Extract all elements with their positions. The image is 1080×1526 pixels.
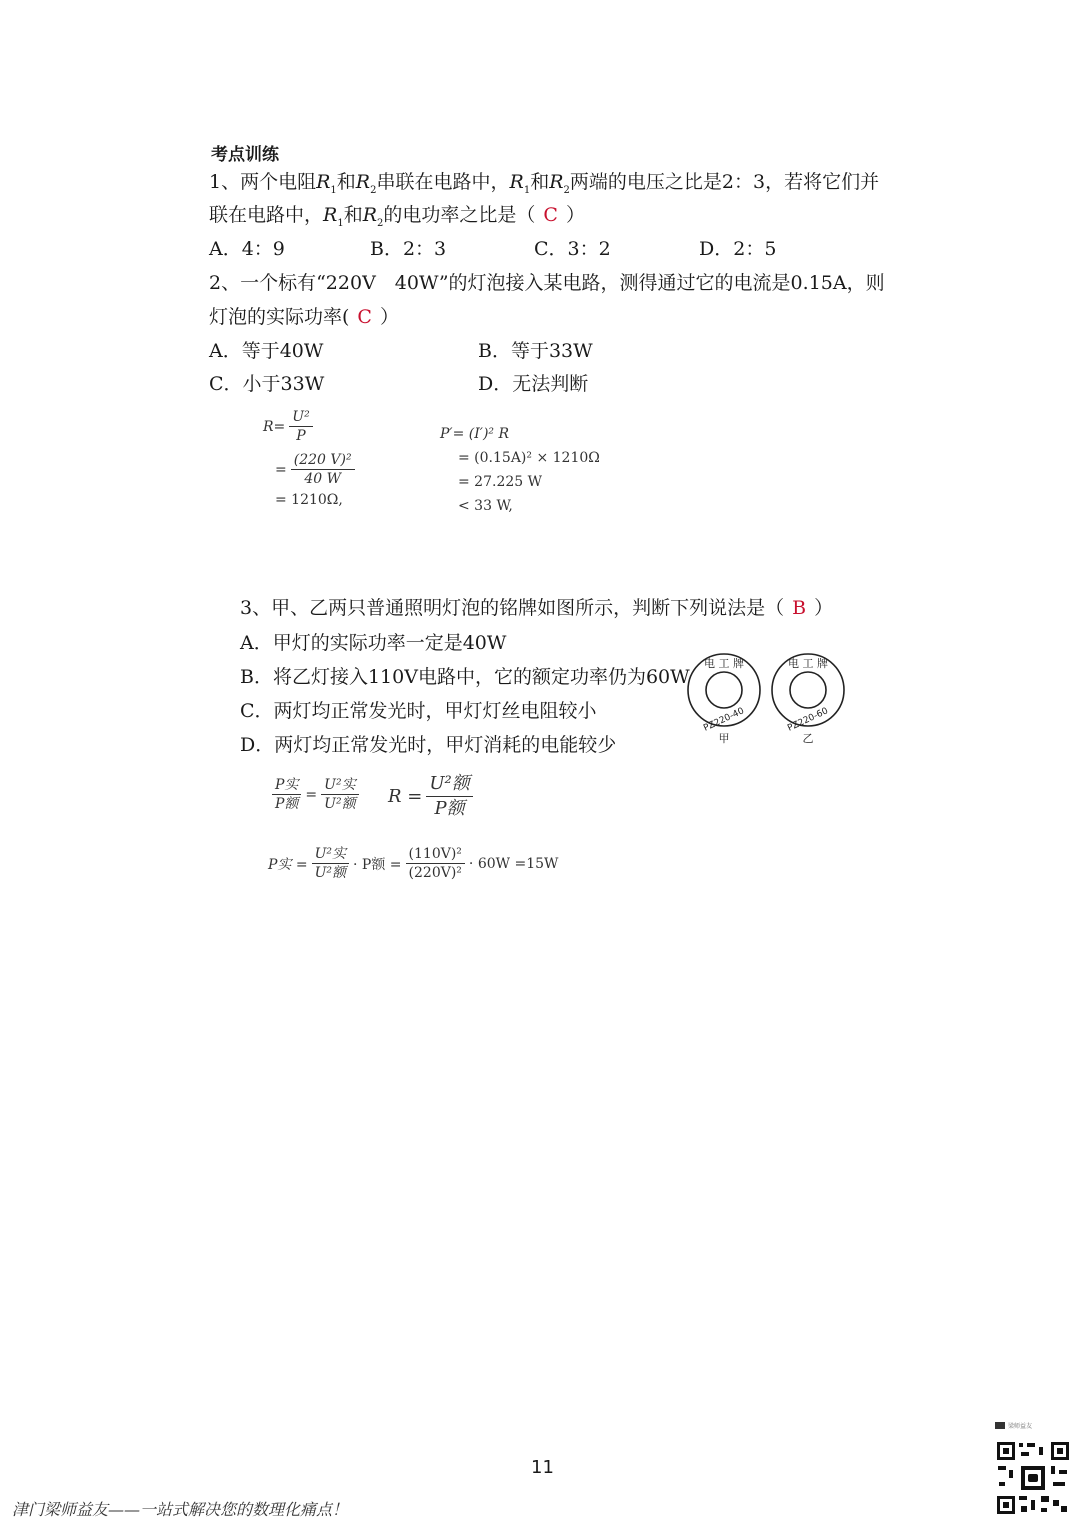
nameplate-yi-brand: 电 工 牌 [788, 657, 828, 670]
qr-code-block [995, 1418, 1071, 1520]
nameplate-yi-name: 乙 [802, 732, 814, 745]
qr-label: 梁师益友 [1008, 1422, 1033, 1430]
q3-line1: 3、甲、乙两只普通照明灯泡的铭牌如图所示，判断下列说法是（ B ） [240, 597, 834, 619]
q2-option-d: D．无法判断 [478, 373, 589, 395]
q2-solution-left: R= $\frac{\text{U²}}{P}$ = $\frac{\text{(220 V)²}}{40 W}$ = 1210Ω, [263, 408, 359, 508]
q1-line1: 1、两个电阻$R_1$和$R_2$串联在电路中，$R_1$和$R_2$两端的电压之比是2：3，若将它们并 [209, 171, 880, 196]
nameplate-jia-brand: 电 工 牌 [704, 657, 744, 670]
q1-option-d: D．2：5 [699, 238, 777, 260]
q2-option-c: C．小于33W [209, 373, 325, 395]
q2-line2: 灯泡的实际功率( C ） [209, 306, 399, 328]
q1-option-b: B．2：3 [370, 238, 447, 260]
q1-option-c: C．3：2 [534, 238, 611, 260]
q3-option-c: C．两灯均正常发光时，甲灯灯丝电阻较小 [240, 700, 597, 722]
fraction: $\frac{\text{U²}}{P}$ [289, 408, 312, 445]
fraction: $\frac{\text{(110V)²}}{\text{(220V)²}}$ [406, 845, 465, 882]
q2-line1: 2、一个标有“220V 40W”的灯泡接入某电路，测得通过它的电流是0.15A，则 [209, 272, 885, 294]
q2-answer: C [357, 306, 372, 328]
nameplate-jia-name: 甲 [718, 732, 730, 745]
nameplate-yi-model: PZ220-60 [786, 706, 830, 734]
q3-formula-actual-power: P实 = $\frac{\text{U²实}}{\text{U²额}}$ · P额 = $\frac{\text{(110V)²}}{\text{(220V)²}}$ · 60W =15W [268, 846, 559, 881]
q3-option-d: D．两灯均正常发光时，甲灯消耗的电能较少 [240, 734, 617, 756]
q1-option-a: A．4：9 [209, 238, 285, 260]
q3-formula-resistance: R = $\frac{\text{U²额}}{\text{P额}}$ [388, 772, 477, 821]
nameplate-yi [768, 650, 848, 746]
q2-option-b: B．等于33W [478, 340, 593, 362]
qr-code-icon [995, 1440, 1071, 1516]
fraction: $\frac{\text{(220 V)²}}{40 W}$ [291, 451, 355, 488]
q3-option-a: A．甲灯的实际功率一定是40W [240, 632, 507, 654]
q3-formula-ratio: $\frac{\text{P实}}{\text{P额}}$ = $\frac{\text{U²实}}{\text{U²额}}$ [268, 776, 363, 813]
fraction: $\frac{\text{U²实}}{\text{U²额}}$ [312, 845, 349, 882]
nameplate-jia-model: PZ220-40 [702, 706, 746, 734]
footer-slogan: 津门梁师益友——一站式解决您的数理化痛点！ [12, 1500, 349, 1519]
fraction: $\frac{\text{U²实}}{\text{U²额}}$ [321, 776, 358, 813]
logo-icon [995, 1422, 1005, 1429]
q2-option-a: A．等于40W [209, 340, 324, 362]
q3-answer: B [792, 597, 807, 619]
fraction: $\frac{\text{U²额}}{\text{P额}}$ [426, 772, 472, 821]
nameplate-jia [684, 650, 764, 746]
q1-answer: C [543, 204, 558, 226]
q2-solution-right: P′= (I′)² R = (0.15A)² × 1210Ω = 27.225 W < 33 W, [440, 426, 600, 514]
q1-line2: 联在电路中，$R_1$和$R_2$的电功率之比是（ C ） [209, 204, 585, 229]
page-number: 11 [531, 1457, 554, 1478]
section-title: 考点训练 [211, 145, 279, 165]
q3-option-b: B．将乙灯接入110V电路中，它的额定功率仍为60W [240, 666, 690, 688]
fraction: $\frac{\text{P实}}{\text{P额}}$ [272, 776, 301, 813]
